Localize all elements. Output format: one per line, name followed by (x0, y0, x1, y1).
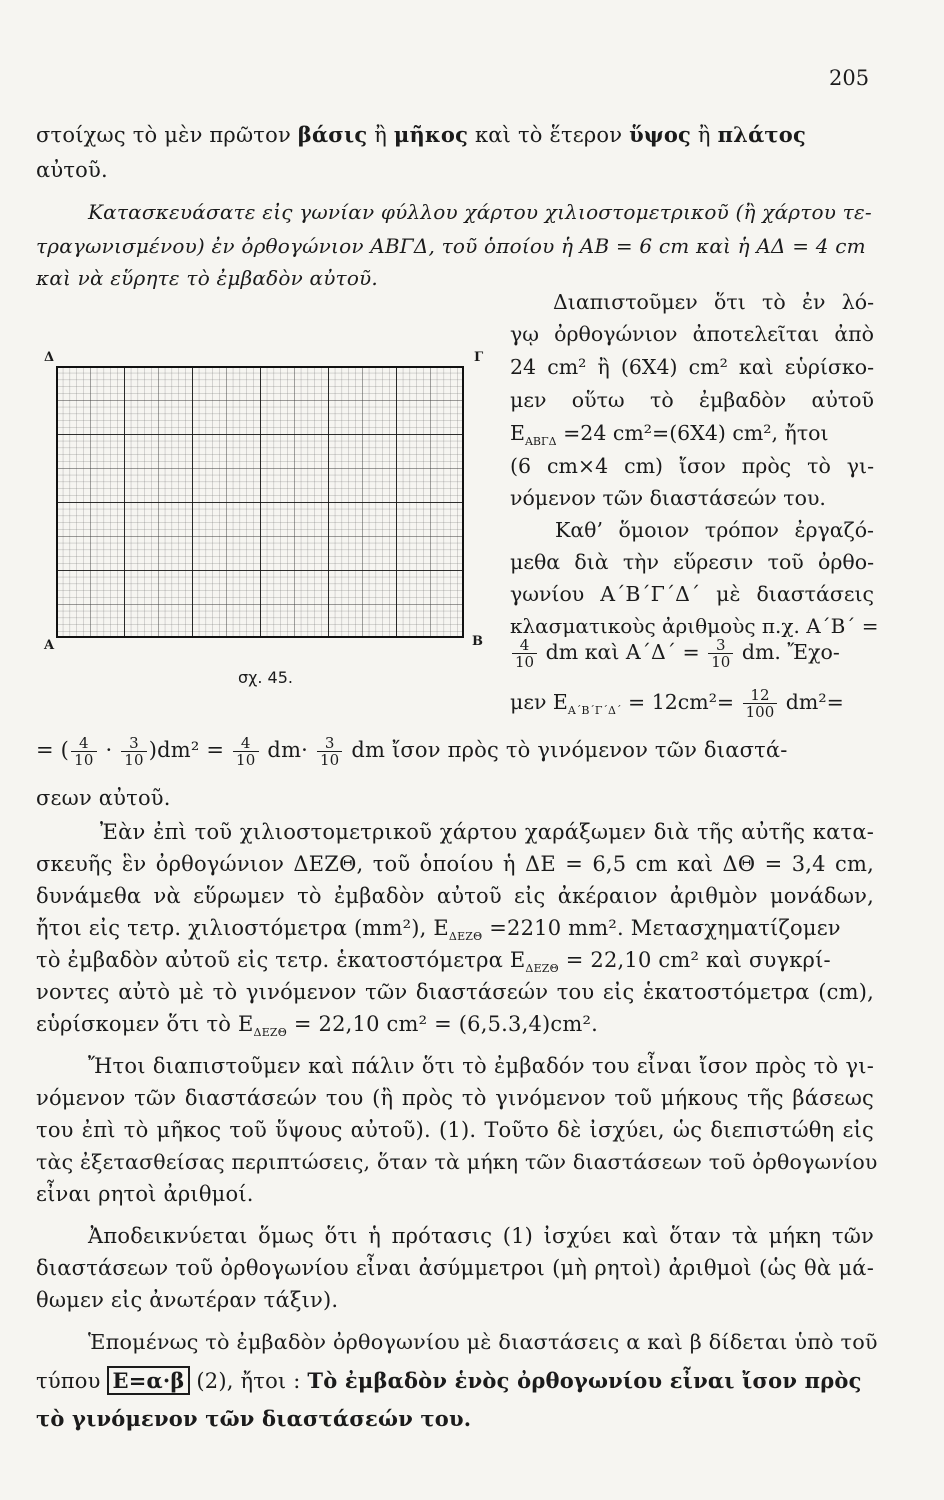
right-line-3: 24 cm² ἢ (6Χ4) cm² καὶ εὑρίσκο- (510, 355, 874, 379)
text: στοίχως τὸ μὲν πρῶτον (36, 123, 298, 147)
para3-line-1: Ἤτοι διαπιστοῦμεν καὶ πάλιν ὅτι τὸ ἐμβαδόν του εἶναι ἴσον πρὸς τὸ γι- (88, 1054, 874, 1078)
text: dm²= (779, 690, 844, 714)
para5-line-3: τὸ γινόμενον τῶν διαστάσεών του. (36, 1406, 472, 1431)
right-line-8: Καθ’ ὅμοιον τρόπον ἐργαζό- (555, 518, 874, 542)
right-line-2: γῳ ὀρθογώνιον ἀποτελεῖται ἀπὸ (510, 322, 874, 346)
subscript: ΔΕΖΘ (525, 962, 559, 976)
term-mikos: μῆκος (393, 122, 469, 147)
para2-line-7 (36, 1012, 874, 1039)
para2-line-4 (36, 916, 874, 943)
numerator: 3 (121, 735, 147, 752)
intro-line-2: αὐτοῦ. (36, 158, 108, 182)
right-line-9: μεθα διὰ τὴν εὕρεσιν τοῦ ὀρθο- (510, 550, 874, 574)
numerator: 3 (317, 735, 343, 752)
denominator: 100 (745, 703, 775, 721)
para4-line-2: διαστάσεων τοῦ ὀρθογωνίου εἶναι ἀσύμμετροι (μὴ ρητοὶ) ἀριθμοὶ (ὡς θὰ μά- (36, 1256, 874, 1280)
text: τύπου (36, 1369, 108, 1393)
text: καὶ τὸ ἕτερον (468, 123, 630, 147)
para3-line-4: τὰς ἐξετασθείσας περιπτώσεις, ὅταν τὰ μήκη τῶν διαστάσεων τοῦ ὀρθογωνίου (36, 1150, 878, 1174)
denominator: 10 (124, 751, 144, 769)
right-line-5 (510, 421, 874, 448)
fraction (512, 637, 537, 670)
subscript: Α΄Β΄Γ΄Δ΄ (567, 704, 622, 718)
text: = 12cm²= (621, 690, 741, 714)
intro-line-1 (36, 122, 874, 147)
text: ἤτοι εἰς τετρ. χιλιοστόμετρα (mm²), Ε (36, 916, 449, 940)
subscript: ΔΕΖΘ (253, 1026, 287, 1040)
denominator: 10 (74, 751, 94, 769)
exercise-line-1: Κατασκευάσατε εἰς γωνίαν φύλλου χάρτου χιλιοστομετρικοῦ (ἢ χάρτου τε- (88, 200, 872, 224)
figure-label-delta: Δ (44, 350, 55, 365)
equation-line-2: σεων αὐτοῦ. (36, 786, 171, 810)
para5-line-2 (36, 1368, 874, 1393)
para5-line-1: Ἑπομένως τὸ ἐμβαδὸν ὀρθογωνίου μὲ διαστάσεις α καὶ β δίδεται ὑπὸ τοῦ (88, 1330, 878, 1354)
fraction (121, 735, 147, 768)
para3-line-5: εἶναι ρητοὶ ἀριθμοί. (36, 1182, 254, 1206)
fraction (233, 735, 259, 768)
right-line-11: κλασματικοὺς ἀριθμοὺς π.χ. Α΄Β΄ = (510, 614, 879, 638)
term-ypsos: ὕψος (629, 122, 692, 147)
text: =24 cm²=(6Χ4) cm², ἤτοι (556, 421, 829, 445)
numerator: 4 (71, 735, 97, 752)
denominator: 10 (515, 653, 535, 671)
text: = 22,10 cm² = (6,5.3,4)cm². (286, 1012, 598, 1036)
fraction (708, 637, 733, 670)
term-basis: βάσις (297, 122, 368, 147)
figure-caption: σχ. 45. (238, 668, 293, 687)
figure-label-gamma: Γ (474, 350, 484, 365)
text: εὑρίσκομεν ὅτι τὸ Ε (36, 1012, 254, 1036)
numerator: 12 (743, 687, 778, 704)
text: ἢ (367, 123, 394, 147)
text: = 22,10 cm² καὶ συγκρί- (558, 948, 831, 972)
para2-line-5 (36, 948, 874, 975)
text: (2), ἤτοι : (189, 1369, 308, 1393)
text: · (98, 738, 120, 762)
page-number: 205 (829, 66, 870, 90)
right-line-10: γωνίου Α΄Β΄Γ΄Δ΄ μὲ διαστάσεις (510, 582, 874, 606)
para4-line-3: θωμεν εἰς ἀνωτέραν τάξιν). (36, 1288, 339, 1312)
text: τὸ ἐμβαδὸν αὐτοῦ εἰς τετρ. ἑκατοστόμετρα Ε (36, 948, 526, 972)
text: dm καὶ Α΄Δ΄ = (539, 640, 707, 664)
right-line-6: (6 cm×4 cm) ἴσον πρὸς τὸ γι- (510, 454, 874, 478)
para4-line-1: Ἀποδεικνύεται ὅμως ὅτι ἡ πρότασις (1) ἰσχύει καὶ ὅταν τὰ μήκη τῶν (88, 1224, 874, 1248)
fraction (317, 735, 343, 768)
text: dm. Ἔχο- (735, 640, 840, 664)
para2-line-6: νοντες αὐτὸ μὲ τὸ γινόμενον τῶν διαστάσεών του εἰς ἑκατοστόμετρα (cm), (36, 980, 874, 1004)
para3-line-2: νόμενον τῶν διαστάσεών του (ἢ πρὸς τὸ γινόμενον τοῦ μήκους τῆς βάσεως (36, 1086, 874, 1110)
exercise-line-2: τραγωνισμένου) ἐν ὀρθογώνιον ΑΒΓΔ, τοῦ ὁποίου ἡ ΑΒ = 6 cm καὶ ἡ ΑΔ = 4 cm (36, 234, 866, 258)
right-line-7: νόμενον τῶν διαστάσεών του. (510, 486, 826, 510)
theorem-text: Τὸ ἐμβαδὸν ἑνὸς ὀρθογωνίου εἶναι ἴσον πρὸς (307, 1368, 862, 1393)
numerator: 3 (708, 637, 733, 654)
right-line-13 (510, 682, 874, 722)
text: dm· (260, 738, 315, 762)
millimeter-grid-rectangle (56, 366, 464, 638)
text: =2210 mm². Μετασχηματίζομεν (482, 916, 841, 940)
text: Ε (510, 421, 525, 445)
fraction (71, 735, 97, 768)
fraction (743, 687, 778, 720)
numerator: 4 (512, 637, 537, 654)
subscript: ΑΒΓΔ (524, 435, 557, 449)
para2-line-3: δυνάμεθα νὰ εὕρωμεν τὸ ἐμβαδὸν αὐτοῦ εἰς ἀκέραιον ἀριθμὸν μονάδων, (36, 884, 874, 908)
right-line-1: Διαπιστοῦμεν ὅτι τὸ ἐν λό- (553, 290, 874, 314)
para2-line-2: σκευῆς ἓν ὀρθογώνιον ΔΕΖΘ, τοῦ ὁποίου ἡ ΔΕ = 6,5 cm καὶ ΔΘ = 3,4 cm, (36, 852, 874, 876)
right-line-12 (510, 632, 874, 672)
denominator: 10 (711, 653, 731, 671)
area-formula-box: Ε=α·β (107, 1366, 189, 1395)
numerator: 4 (233, 735, 259, 752)
subscript: ΔΕΖΘ (448, 930, 483, 944)
text: ἢ (691, 123, 718, 147)
figure-label-beta: Β (472, 634, 483, 649)
exercise-line-3: καὶ νὰ εὕρητε τὸ ἐμβαδὸν αὐτοῦ. (36, 266, 378, 290)
text: = ( (36, 738, 70, 762)
figure-label-alpha: Α (44, 638, 55, 653)
text: μεν Ε (510, 690, 568, 714)
denominator: 10 (236, 751, 256, 769)
text: )dm² = (148, 738, 232, 762)
denominator: 10 (319, 751, 340, 769)
para3-line-3: του ἐπὶ τὸ μῆκος τοῦ ὕψους αὐτοῦ). (1). Τοῦτο δὲ ἰσχύει, ὡς διεπιστώθη εἰς (36, 1118, 874, 1142)
term-platos: πλάτος (717, 122, 806, 147)
right-line-4: μεν οὕτω τὸ ἐμβαδὸν αὐτοῦ (510, 388, 874, 412)
text: dm ἴσον πρὸς τὸ γινόμενον τῶν διαστά- (344, 738, 788, 762)
equation-line (36, 728, 874, 772)
para2-line-1: Ἐὰν ἐπὶ τοῦ χιλιοστομετρικοῦ χάρτου χαράξωμεν διὰ τῆς αὐτῆς κατα- (100, 820, 874, 844)
